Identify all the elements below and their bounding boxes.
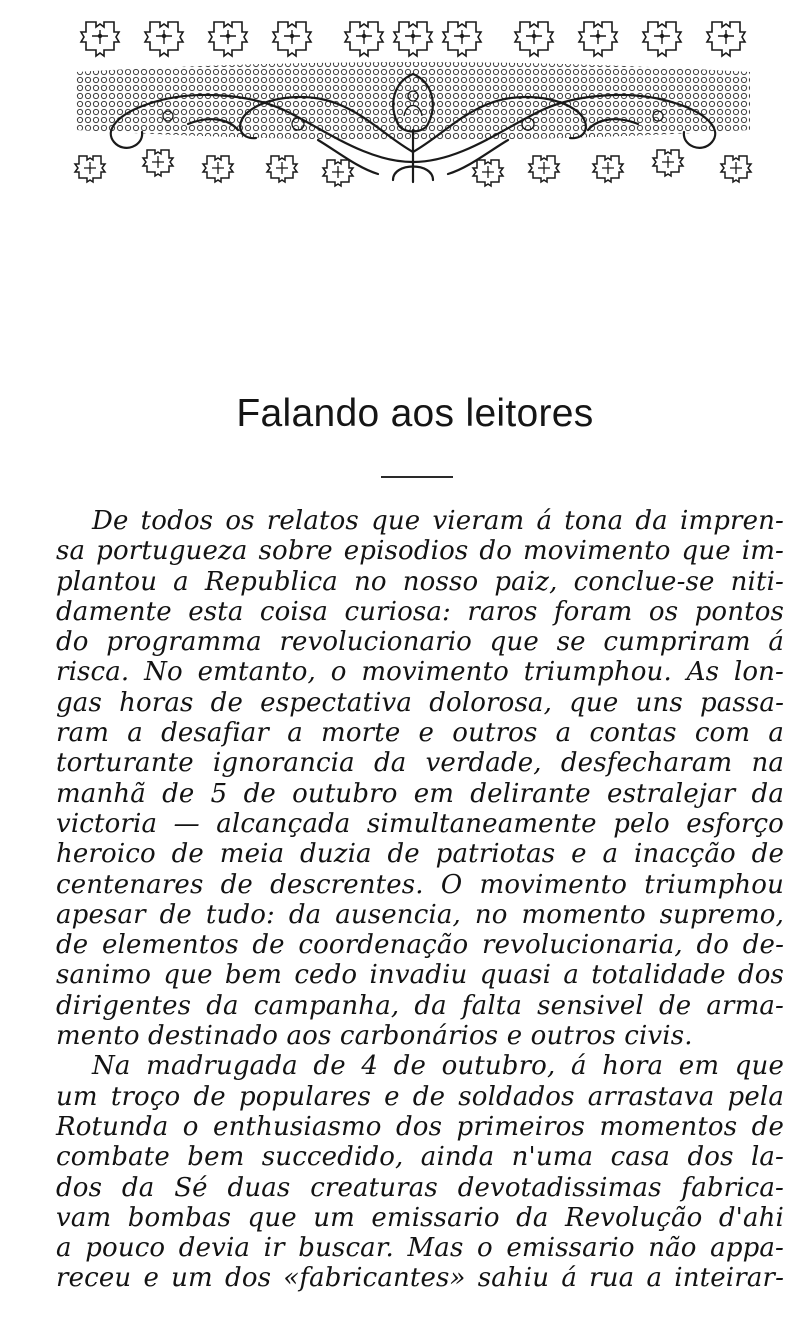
text-line: dos da Sé duas creaturas devotadissimas fabrica- <box>56 1172 784 1203</box>
text-line: De todos os relatos que vieram á tona da impren- <box>92 506 784 536</box>
body-text <box>56 506 784 1294</box>
text-line: mento destinado aos carbonários e outros civis. <box>56 1021 693 1052</box>
chapter-title: Falando aos leitores <box>236 392 594 435</box>
text-line: dirigentes da campanha, da falta sensivel de arma- <box>56 990 784 1021</box>
text-line: vam bombas que um emissario da Revolução d'ahi <box>56 1202 784 1233</box>
text-line: receu e um dos «fabricantes» sahiu á rua a inteirar- <box>56 1263 784 1294</box>
text-line: sa portugueza sobre episodios do movimento que im- <box>56 536 784 567</box>
text-line: combate bem succedido, ainda n'uma casa dos la- <box>56 1142 784 1173</box>
text-line: apesar de tudo: da ausencia, no momento supremo, <box>56 899 784 930</box>
text-line: gas horas de espectativa dolorosa, que uns passa- <box>56 687 784 718</box>
text-line: um troço de populares e de soldados arrastava pela <box>56 1081 784 1112</box>
decorative-headpiece-ornament <box>68 12 758 190</box>
text-line: Rotunda o enthusiasmo dos primeiros momentos de <box>56 1111 784 1142</box>
text-line: centenares de descrentes. O movimento triumphou <box>56 869 784 900</box>
text-line: manhã de 5 de outubro em delirante estralejar da <box>56 778 784 809</box>
text-line: sanimo que bem cedo invadiu quasi a totalidade dos <box>56 960 784 991</box>
text-line: ram a desafiar a morte e outros a contas com a <box>56 718 784 749</box>
text-line: Na madrugada de 4 de outubro, á hora em que <box>92 1051 784 1082</box>
text-line: damente esta coisa curiosa: raros foram os pontos <box>56 596 784 627</box>
text-line: a pouco devia ir buscar. Mas o emissario não appa- <box>56 1233 784 1264</box>
text-line: plantou a Republica no nosso paiz, conclue-se niti- <box>56 566 784 597</box>
text-line: do programma revolucionario que se cumpriram á <box>56 627 784 658</box>
title-divider <box>381 476 453 478</box>
text-line: torturante ignorancia da verdade, desfecharam na <box>56 748 784 779</box>
text-line: heroico de meia duzia de patriotas e a inacção de <box>56 839 784 870</box>
text-line: risca. No emtanto, o movimento triumphou. As lon- <box>56 657 784 688</box>
text-line: de elementos de coordenação revolucionaria, do de- <box>56 930 784 961</box>
text-line: victoria — alcançada simultaneamente pelo esforço <box>56 808 784 839</box>
